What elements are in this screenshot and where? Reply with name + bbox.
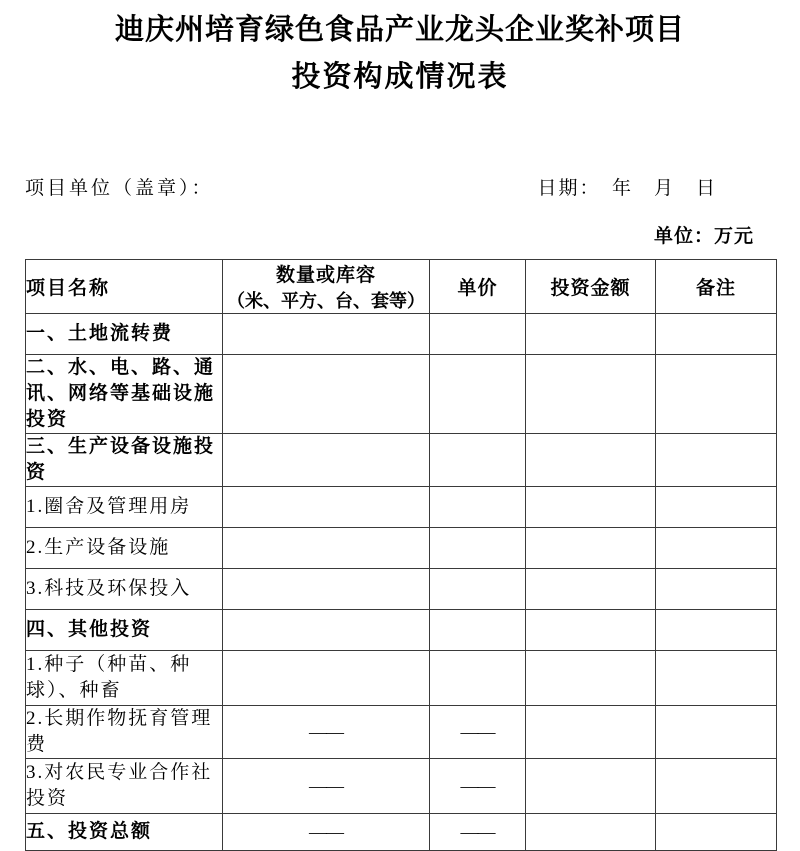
cell-unit-price xyxy=(430,528,526,569)
cell-amount xyxy=(526,569,656,610)
cell-note xyxy=(656,706,777,759)
date-line: 日期： 年 月 日 xyxy=(537,178,717,199)
cell-amount xyxy=(526,759,656,814)
cell-name: 2.生产设备设施 xyxy=(26,528,223,569)
table-row-technology-environment xyxy=(26,569,777,610)
cell-amount xyxy=(526,528,656,569)
table-row-cooperative-investment xyxy=(26,759,777,814)
cell-unit-price: —— xyxy=(430,814,526,851)
cell-amount xyxy=(526,610,656,651)
table-row-housing xyxy=(26,487,777,528)
cell-quantity xyxy=(223,314,430,355)
cell-quantity xyxy=(223,651,430,706)
cell-quantity xyxy=(223,487,430,528)
table-row-land-transfer xyxy=(26,314,777,355)
table-row-production-facilities xyxy=(26,528,777,569)
cell-note xyxy=(656,610,777,651)
cell-name: 3.科技及环保投入 xyxy=(26,569,223,610)
cell-name: 3.对农民专业合作社投资 xyxy=(26,759,223,814)
table-row-seeds-livestock xyxy=(26,651,777,706)
cell-unit-price xyxy=(430,314,526,355)
cell-note xyxy=(656,434,777,487)
cell-note xyxy=(656,314,777,355)
cell-unit-price xyxy=(430,569,526,610)
table-row-other-investment-section xyxy=(26,610,777,651)
table-row-total-investment xyxy=(26,814,777,851)
project-unit-label: 项目单位（盖章）： xyxy=(25,178,214,199)
table-row-production-equipment-section xyxy=(26,434,777,487)
cell-name: 二、水、电、路、通讯、网络等基础设施投资 xyxy=(26,355,223,434)
cell-amount xyxy=(526,706,656,759)
meta-row xyxy=(25,177,775,201)
cell-unit-price xyxy=(430,355,526,434)
cell-quantity: —— xyxy=(223,706,430,759)
cell-unit-price xyxy=(430,487,526,528)
cell-amount xyxy=(526,314,656,355)
cell-note xyxy=(656,814,777,851)
cell-unit-price xyxy=(430,434,526,487)
header-quantity xyxy=(223,260,430,314)
header-investment-amount: 投资金额 xyxy=(526,260,656,314)
cell-note xyxy=(656,651,777,706)
cell-quantity xyxy=(223,610,430,651)
table-row-crop-management-fee xyxy=(26,706,777,759)
cell-amount xyxy=(526,355,656,434)
cell-quantity xyxy=(223,355,430,434)
cell-note xyxy=(656,569,777,610)
cell-unit-price: —— xyxy=(430,706,526,759)
header-unit-price: 单价 xyxy=(430,260,526,314)
cell-note xyxy=(656,528,777,569)
cell-quantity: —— xyxy=(223,814,430,851)
header-quantity-line1: 数量或库容 xyxy=(275,265,376,286)
page-title-line1: 迪庆州培育绿色食品产业龙头企业奖补项目 xyxy=(114,14,685,46)
cell-unit-price xyxy=(430,651,526,706)
cell-name: 2.长期作物抚育管理费 xyxy=(26,706,223,759)
cell-note xyxy=(656,759,777,814)
cell-quantity xyxy=(223,569,430,610)
cell-quantity xyxy=(223,528,430,569)
table-header-row xyxy=(26,260,777,314)
cell-quantity: —— xyxy=(223,759,430,814)
cell-name: 三、生产设备设施投资 xyxy=(26,434,223,487)
investment-table xyxy=(25,259,777,851)
cell-unit-price xyxy=(430,610,526,651)
cell-amount xyxy=(526,434,656,487)
header-remarks: 备注 xyxy=(656,260,777,314)
cell-amount xyxy=(526,814,656,851)
cell-name: 1.种子（种苗、种球）、种畜 xyxy=(26,651,223,706)
page-title-line2: 投资构成情况表 xyxy=(291,61,509,93)
cell-name: 一、土地流转费 xyxy=(26,314,223,355)
cell-name: 1.圈舍及管理用房 xyxy=(26,487,223,528)
cell-name: 五、投资总额 xyxy=(26,814,223,851)
cell-amount xyxy=(526,487,656,528)
header-quantity-line2: （米、平方、台、套等） xyxy=(227,291,425,311)
cell-note xyxy=(656,355,777,434)
header-project-name: 项目名称 xyxy=(26,260,223,314)
cell-name: 四、其他投资 xyxy=(26,610,223,651)
cell-quantity xyxy=(223,434,430,487)
table-row-infrastructure xyxy=(26,355,777,434)
unit-note: 单位：万元 xyxy=(653,226,754,247)
cell-unit-price: —— xyxy=(430,759,526,814)
cell-amount xyxy=(526,651,656,706)
cell-note xyxy=(656,487,777,528)
